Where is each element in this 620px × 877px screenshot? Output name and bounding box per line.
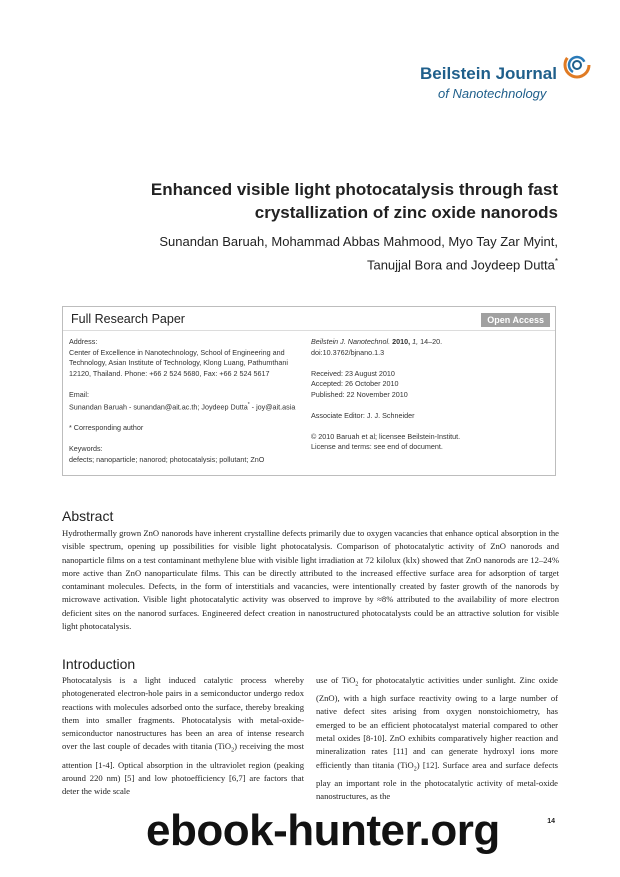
address-text: Center of Excellence in Nanotechnology, School of Engineering and Technology, Asian Institute of Technology, Klong Luang, Pathumthani 12120, Thailand. Phone: +66 2 524 5680, Fax: +66 2 524 5617 xyxy=(69,347,288,378)
intro-col2-part-b: for photocatalytic activities under sunlight. Zinc oxide (ZnO), with a high surface reactivity owing to a large number of native defect sites arising from oxygen nonstoichiometry, has emerged to be an efficient photocatalyst material compared to other metal oxides [8-10]. ZnO exhibits comparatively higher reaction and mineralization rates [11] and can generate hydroxyl ions more efficiently than titania (TiO xyxy=(316,675,559,770)
doi[interactable]: doi:10.3762/bjnano.1.3 xyxy=(311,347,385,357)
keywords-label: Keywords: xyxy=(69,444,103,454)
citation-volume: 1, xyxy=(412,337,419,346)
article-info-box xyxy=(62,306,556,476)
citation-block xyxy=(311,337,551,358)
intro-col1-sub: 2 xyxy=(231,748,235,755)
received-date: Received: 23 August 2010 xyxy=(311,368,395,378)
email-block xyxy=(69,390,299,413)
intro-column-1 xyxy=(62,674,304,798)
journal-ring-icon xyxy=(562,50,592,80)
intro-col2-sub-2: 2 xyxy=(413,766,417,773)
author-list xyxy=(60,232,558,275)
address-block xyxy=(69,337,299,379)
license-block xyxy=(311,432,551,453)
authors-line-1: Sunandan Baruah, Mohammad Abbas Mahmood, Myo Tay Zar Myint, xyxy=(159,234,558,249)
keywords-text: defects; nanoparticle; nanorod; photocatalysis; pollutant; ZnO xyxy=(69,454,265,464)
published-date: Published: 22 November 2010 xyxy=(311,389,408,399)
corresponding-mark: * xyxy=(554,257,558,266)
journal-name-line2: of Nanotechnology xyxy=(438,86,547,101)
email-text[interactable]: Sunandan Baruah - sunandan@ait.ac.th; Joydeep Dutta xyxy=(69,402,248,412)
intro-col2-sub-1: 2 xyxy=(355,681,359,688)
email-label: Email: xyxy=(69,389,89,399)
watermark: ebook-hunter.org xyxy=(146,806,500,855)
article-type: Full Research Paper xyxy=(71,312,185,326)
introduction-heading: Introduction xyxy=(62,656,136,672)
intro-col1-part-a: Photocatalysis is a light induced catalytic process whereby photogenerated electron-hole pairs in a semiconductor undergo redox reactions with molecules adsorbed onto the surface, thereby breaking them into smaller fragments. Photocatalysis with metal-oxide-semiconductor nanostructures has been an area of intense research over the last couple of decades with titania (TiO xyxy=(62,675,304,752)
intro-column-2 xyxy=(316,674,558,803)
authors-line-2: Tanujjal Bora and Joydeep Dutta xyxy=(366,257,555,273)
license-terms[interactable]: License and terms: see end of document. xyxy=(311,442,443,451)
associate-editor: Associate Editor: J. J. Schneider xyxy=(311,410,415,420)
title-line-2: crystallization of zinc oxide nanorods xyxy=(254,203,558,222)
intro-col1-part-b: ) receiving the most attention [1-4]. Optical absorption in the ultraviolet region (peaking around 220 nm) [5] and low photoefficiency [6,7] are factors that deter the wide scale xyxy=(62,741,304,797)
email-star: * xyxy=(247,402,250,408)
address-label: Address: xyxy=(69,337,98,346)
abstract-text: Hydrothermally grown ZnO nanorods have inherent crystalline defects primarily due to oxygen vacancies that enhance optical absorption in the visible spectrum, opening up possibilities for visible light photocatalysis. Comparison of photocatalytic activity of ZnO nanorods and nanoparticle films on a test contaminant methylene blue with visible light irradiation at 72 kilolux (klx) showed that ZnO nanorods are 12–24% more active than ZnO nanoparticulate films. This can be directly attributed to the increased effective surface area for adsorption of target contaminant molecules. Defects, in the form of interstitials and vacancies, were intentionally created by faster growth of the nanorods by microwave activation. Visible light photocatalytic activity was observed to improve by ≈8% attributed to the availability of more electron deficient sites on the nanorod surfaces. Engineered defect creation in nanostructured photocatalysts could be an attractive solution for visible light photocatalysis. xyxy=(62,528,559,632)
page-number: 14 xyxy=(547,818,555,825)
citation-pages: 14–20. xyxy=(420,337,443,346)
open-access-badge: Open Access xyxy=(481,313,550,327)
journal-name-line1: Beilstein Journal xyxy=(420,64,557,83)
info-right-column xyxy=(311,337,551,463)
citation-year: 2010, xyxy=(392,337,411,346)
corresponding-note: * Corresponding author xyxy=(69,423,144,433)
info-box-divider xyxy=(63,330,555,331)
title-line-1: Enhanced visible light photocatalysis through fast xyxy=(150,180,558,199)
intro-col2-part-c: ) [12]. Surface area and surface defects play an important role in the photocatalytic activity of metal-oxide nanostructures, as the xyxy=(316,759,558,801)
info-left-column xyxy=(69,337,299,476)
journal-logo xyxy=(420,50,590,110)
keywords-block xyxy=(69,444,299,465)
accepted-date: Accepted: 26 October 2010 xyxy=(311,379,399,388)
abstract-heading: Abstract xyxy=(62,508,114,524)
citation-journal: Beilstein J. Nanotechnol. xyxy=(311,337,391,346)
copyright: © 2010 Baruah et al; licensee Beilstein-Institut. xyxy=(311,431,461,441)
intro-col2-part-a: use of TiO xyxy=(316,675,356,685)
dates-block xyxy=(311,369,551,401)
article-title xyxy=(60,178,558,224)
email-text-2[interactable]: - joy@ait.asia xyxy=(249,402,296,412)
